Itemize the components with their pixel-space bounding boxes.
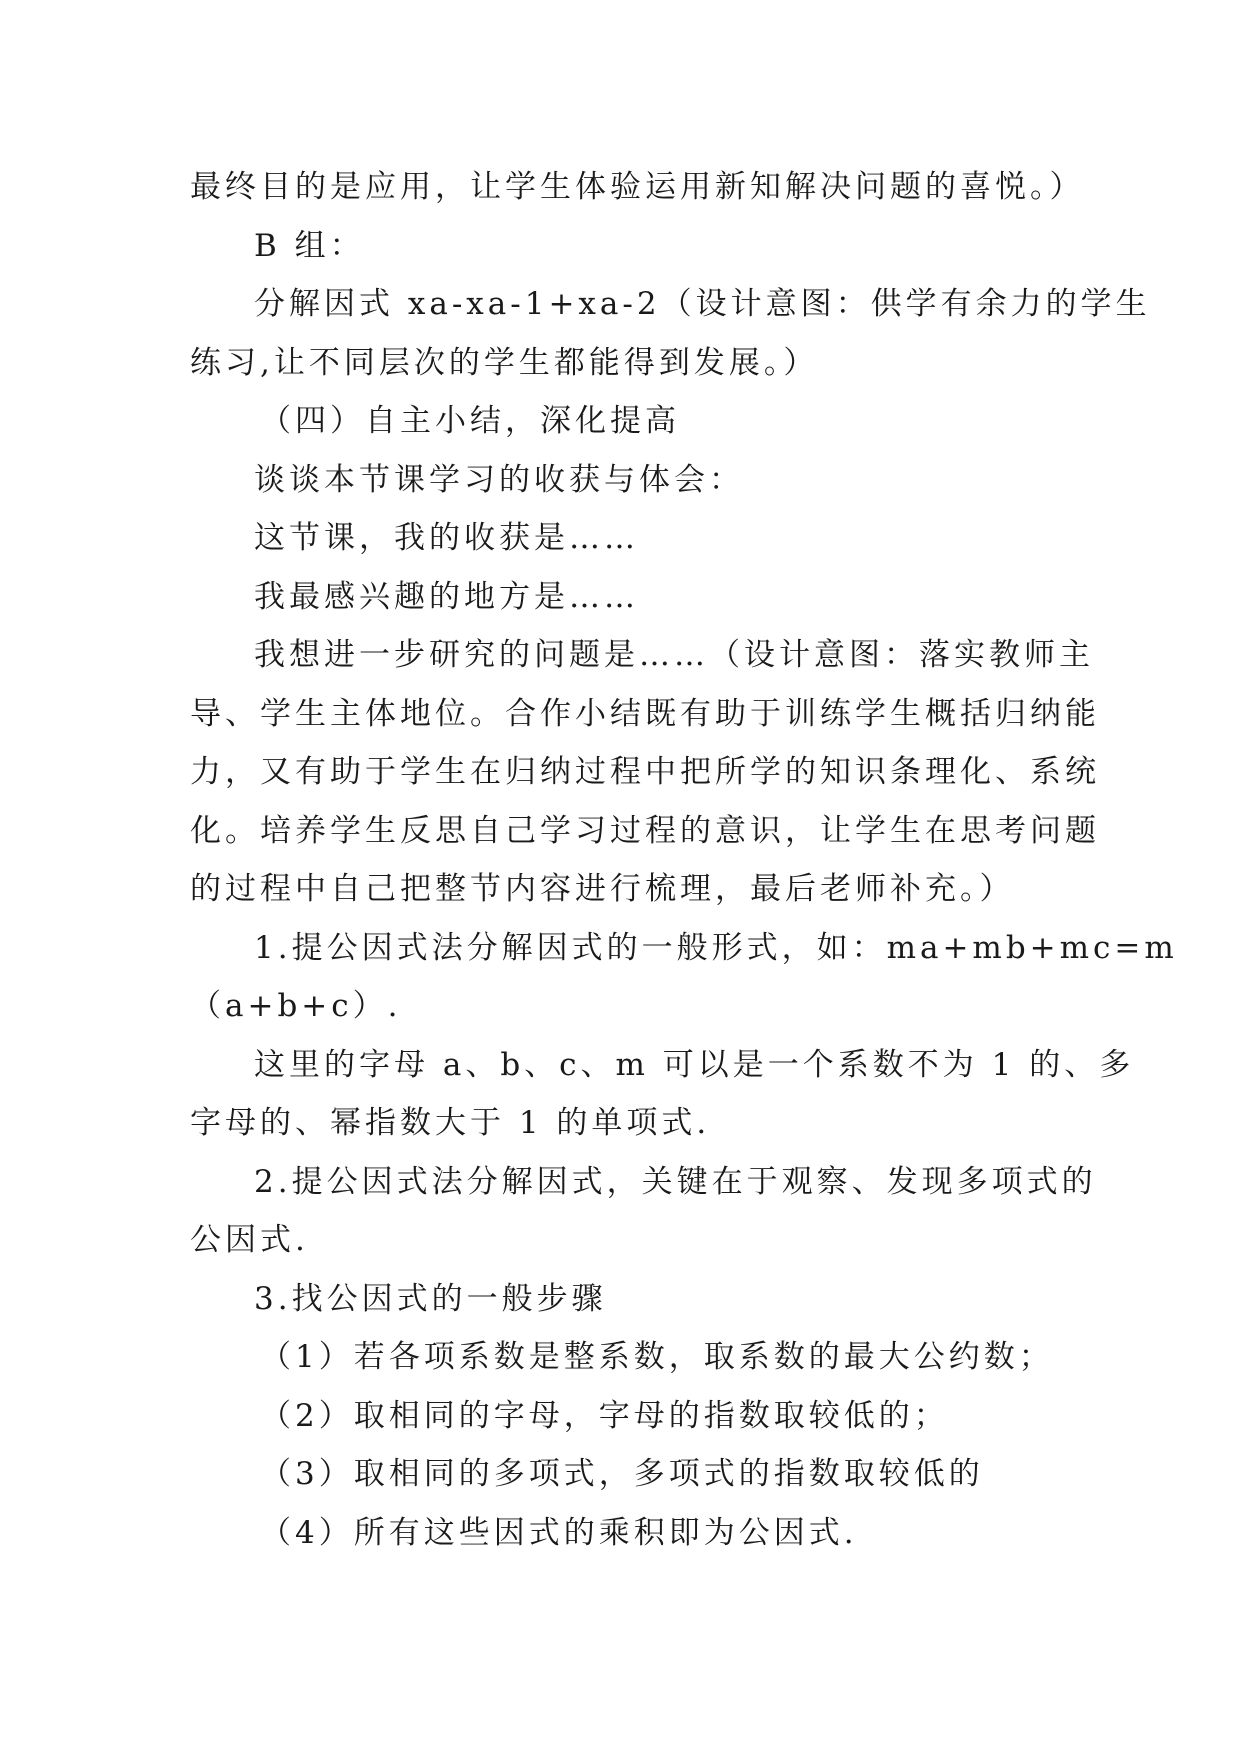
text-line: 字母的、幂指数大于 1 的单项式.	[190, 1105, 711, 1141]
text-line: 练习,让不同层次的学生都能得到发展。）	[190, 344, 819, 381]
section-heading: （四）自主小结，深化提高	[260, 403, 680, 439]
text-line: 2.提公因式法分解因式，关键在于观察、发现多项式的	[254, 1163, 1097, 1200]
text-line: （a+b+c）.	[190, 988, 402, 1024]
text-line: 分解因式 xa-xa-1+xa-2（设计意图：供学有余力的学生	[254, 286, 1151, 322]
text-line: 这节课，我的收获是……	[254, 520, 639, 556]
text-line: 公因式.	[190, 1222, 309, 1258]
text-line: 3.找公因式的一般步骤	[254, 1280, 607, 1317]
list-item: （2）取相同的字母，字母的指数取较低的；	[260, 1397, 949, 1434]
list-item: （4）所有这些因式的乘积即为公因式.	[260, 1514, 858, 1551]
list-item: （3）取相同的多项式，多项式的指数取较低的	[260, 1456, 984, 1492]
text-line: 这里的字母 a、b、c、m 可以是一个系数不为 1 的、多	[254, 1046, 1135, 1083]
list-item: （1）若各项系数是整系数，取系数的最大公约数；	[260, 1339, 1054, 1375]
text-line: 我想进一步研究的问题是……（设计意图：落实教师主	[254, 637, 1094, 673]
text-line: 化。培养学生反思自己学习过程的意识，让学生在思考问题	[190, 812, 1100, 849]
text-line: 谈谈本节课学习的收获与体会：	[254, 461, 744, 498]
text-line: 力，又有助于学生在归纳过程中把所学的知识条理化、系统	[190, 754, 1100, 790]
text-line: 我最感兴趣的地方是……	[254, 578, 639, 615]
document-body	[190, 158, 1178, 1562]
text-line: B 组：	[254, 227, 365, 264]
text-line: 导、学生主体地位。合作小结既有助于训练学生概括归纳能	[190, 695, 1100, 732]
text-line: 1.提公因式法分解因式的一般形式，如：ma+mb+mc=m	[254, 929, 1178, 966]
text-line: 的过程中自己把整节内容进行梳理，最后老师补充。）	[190, 871, 1015, 907]
text-line: 最终目的是应用，让学生体验运用新知解决问题的喜悦。）	[190, 169, 1085, 205]
